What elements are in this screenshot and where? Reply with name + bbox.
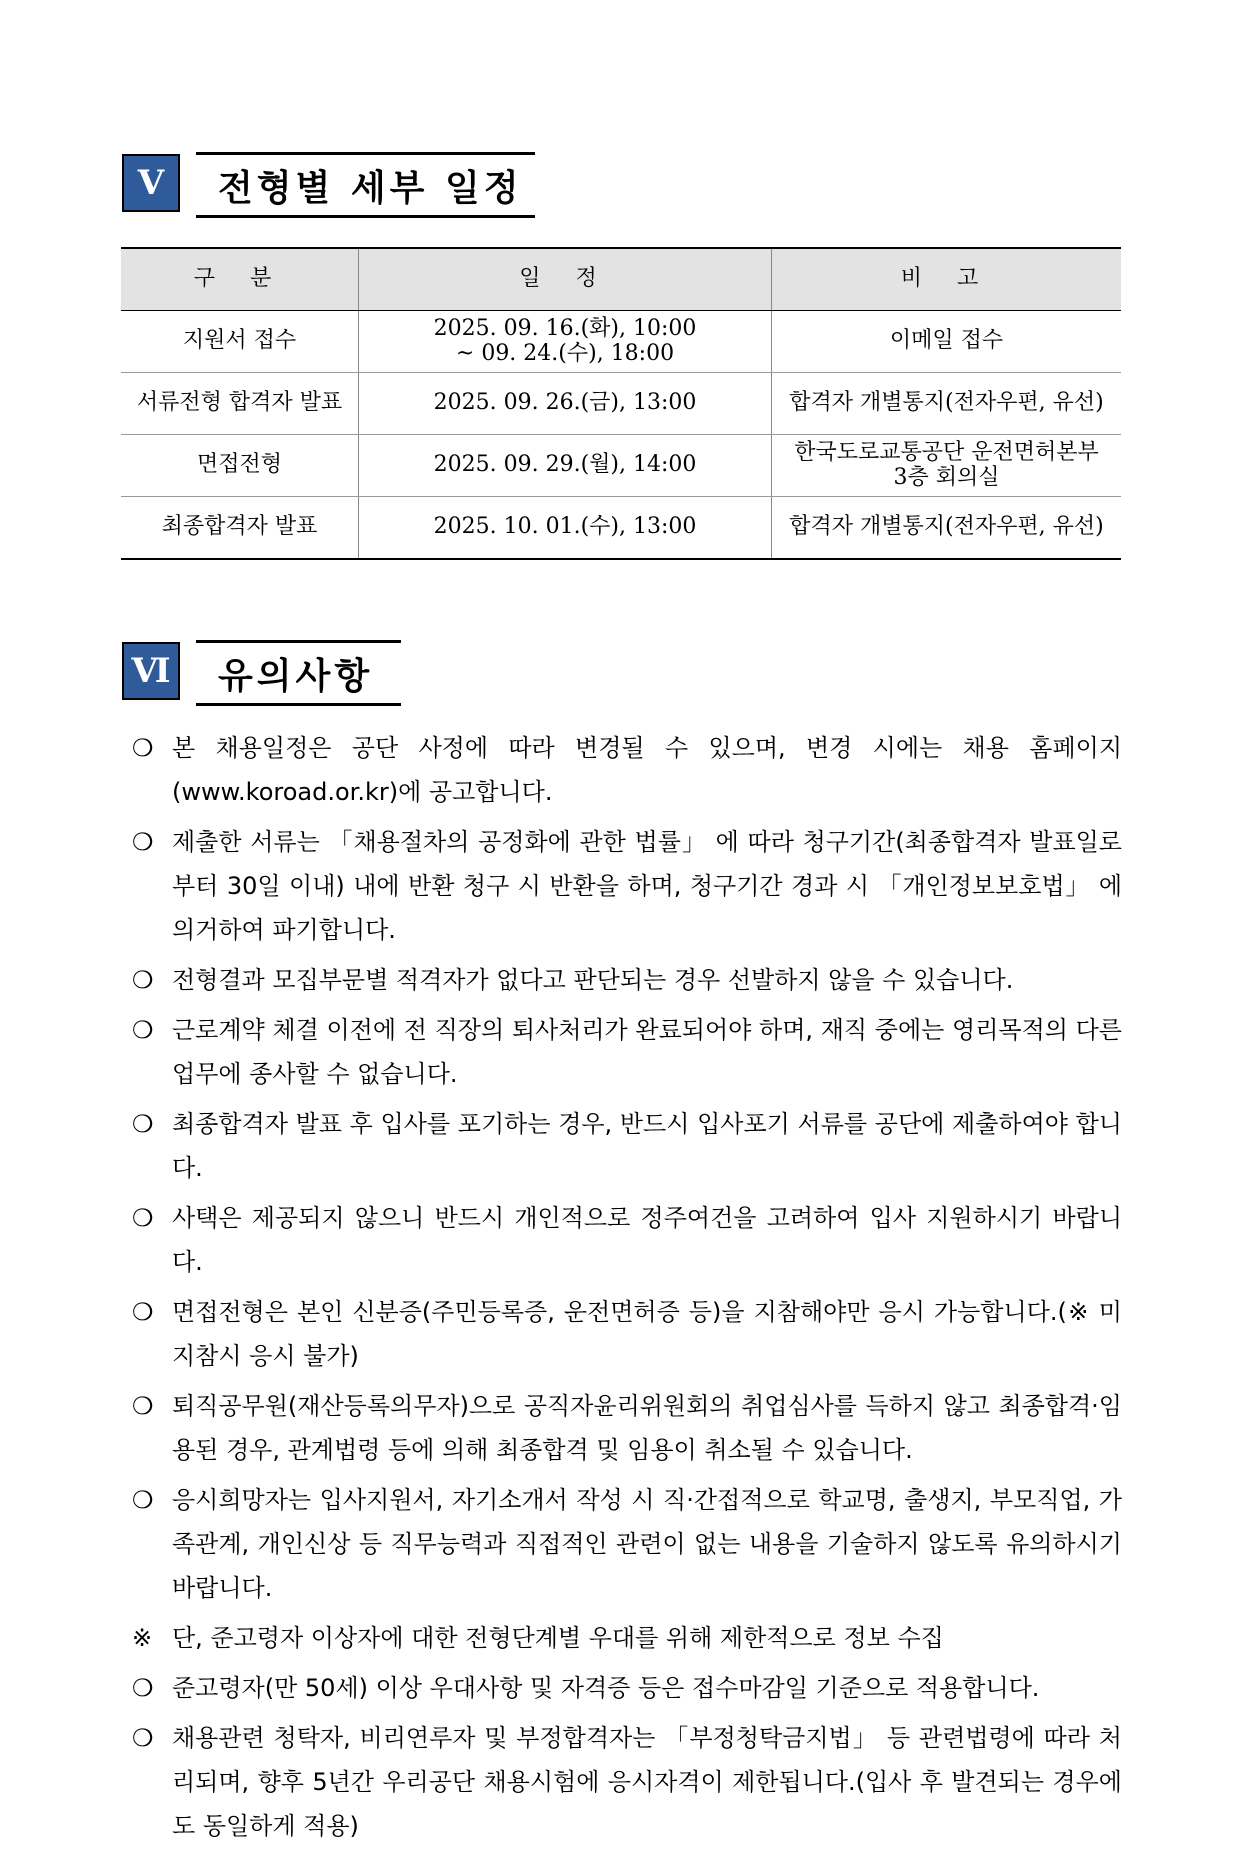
circle-bullet-icon: ❍ (132, 1674, 154, 1702)
note-text: 퇴직공무원(재산등록의무자)으로 공직자윤리위원회의 취업심사를 득하지 않고 최종합격·임용된 경우, 관계법령 등에 의해 최종합격 및 임용이 취소될 수 있습니다. (172, 1392, 1122, 1464)
cell-schedule-text: ~ 09. 24.(수), 18:00 (455, 340, 675, 366)
cell-category-text: 지원서 접수 (182, 328, 297, 354)
note-text: 단, 준고령자 이상자에 대한 전형단계별 우대를 위해 제한적으로 정보 수집 (172, 1624, 944, 1652)
cell-category-text: 서류전형 합격자 발표 (136, 390, 343, 416)
cell-schedule-text: 2025. 10. 01.(수), 13:00 (433, 514, 697, 540)
cell-remarks-text: 합격자 개별통지(전자우편, 유선) (789, 514, 1104, 540)
circle-bullet-icon: ❍ (132, 1486, 154, 1514)
note-text: 제출한 서류는 「채용절차의 공정화에 관한 법률」 에 따라 청구기간(최종합격자 발표일로부터 30일 이내) 내에 반환 청구 시 반환을 하며, 청구기간 경과 시 「개인정보보호법」 에 의거하여 파기합니다. (172, 828, 1122, 944)
cell-category (121, 435, 359, 497)
circle-bullet-icon: ❍ (132, 966, 154, 994)
cell-remarks-text: 한국도로교통공단 운전면허본부 (794, 440, 1099, 466)
list-item (132, 1384, 1122, 1472)
cell-remarks-text: 합격자 개별통지(전자우편, 유선) (789, 390, 1104, 416)
list-item (132, 1666, 1122, 1710)
list-item (132, 1716, 1122, 1848)
list-item (132, 1008, 1122, 1096)
cell-schedule (359, 311, 772, 373)
schedule-table (121, 247, 1121, 560)
list-item (132, 1616, 1122, 1660)
circle-bullet-icon: ❍ (132, 1016, 154, 1044)
cell-schedule-text: 2025. 09. 29.(월), 14:00 (433, 452, 697, 478)
circle-bullet-icon: ❍ (132, 1110, 154, 1138)
circle-bullet-icon: ❍ (132, 734, 154, 762)
list-item (132, 958, 1122, 1002)
cell-remarks-text: 3층 회의실 (893, 464, 1000, 490)
note-text: 채용관련 청탁자, 비리연루자 및 부정합격자는 「부정청탁금지법」 등 관련법령에 따라 처리되며, 향후 5년간 우리공단 채용시험에 응시자격이 제한됩니다.(입사 후 발견되는 경우에도 동일하게 적용) (172, 1724, 1122, 1840)
cell-category-text: 면접전형 (196, 452, 282, 478)
table-row (121, 435, 1121, 497)
note-text: 면접전형은 본인 신분증(주민등록증, 운전면허증 등)을 지참해야만 응시 가능합니다.(※ 미지참시 응시 불가) (172, 1298, 1122, 1370)
list-item (132, 1102, 1122, 1190)
table-row (121, 497, 1121, 560)
circle-bullet-icon: ❍ (132, 1724, 154, 1752)
cell-category (121, 373, 359, 435)
cell-remarks (772, 435, 1122, 497)
note-text: 응시희망자는 입사지원서, 자기소개서 작성 시 직·간접적으로 학교명, 출생지, 부모직업, 가족관계, 개인신상 등 직무능력과 직접적인 관련이 없는 내용을 기술하지 않도록 유의하시기 바랍니다. (172, 1486, 1122, 1602)
table-header-row (121, 248, 1121, 311)
cell-remarks (772, 373, 1122, 435)
section-title: 유의사항 (196, 640, 401, 706)
circle-bullet-icon: ❍ (132, 1298, 154, 1326)
section-title: 전형별 세부 일정 (196, 152, 535, 218)
cell-schedule-text: 2025. 09. 26.(금), 13:00 (433, 390, 697, 416)
circle-bullet-icon: ❍ (132, 1204, 154, 1232)
cell-category (121, 311, 359, 373)
cell-remarks (772, 311, 1122, 373)
circle-bullet-icon: ❍ (132, 1392, 154, 1420)
header-remarks: 비 고 (772, 248, 1122, 311)
note-text: 준고령자(만 50세) 이상 우대사항 및 자격증 등은 접수마감일 기준으로 적용합니다. (172, 1674, 1040, 1702)
cell-remarks-text: 이메일 접수 (889, 328, 1004, 354)
reference-mark-icon: ※ (132, 1624, 153, 1652)
cell-category-text: 최종합격자 발표 (161, 514, 318, 540)
list-item (132, 726, 1122, 814)
notes-list (132, 726, 1122, 1854)
table-row (121, 373, 1121, 435)
list-item (132, 1196, 1122, 1284)
list-item (132, 1478, 1122, 1610)
note-text: 근로계약 체결 이전에 전 직장의 퇴사처리가 완료되어야 하며, 재직 중에는 영리목적의 다른 업무에 종사할 수 없습니다. (172, 1016, 1122, 1088)
header-category: 구 분 (121, 248, 359, 311)
cell-schedule (359, 497, 772, 560)
list-item (132, 1290, 1122, 1378)
section-number-badge: Ⅴ (122, 154, 180, 212)
cell-remarks (772, 497, 1122, 560)
cell-schedule (359, 435, 772, 497)
cell-category (121, 497, 359, 560)
note-text: 본 채용일정은 공단 사정에 따라 변경될 수 있으며, 변경 시에는 채용 홈페이지(www.koroad.or.kr)에 공고합니다. (172, 734, 1122, 806)
note-text: 최종합격자 발표 후 입사를 포기하는 경우, 반드시 입사포기 서류를 공단에 제출하여야 합니다. (172, 1110, 1122, 1182)
section-number-badge: Ⅵ (122, 642, 180, 700)
list-item (132, 820, 1122, 952)
note-text: 사택은 제공되지 않으니 반드시 개인적으로 정주여건을 고려하여 입사 지원하시기 바랍니다. (172, 1204, 1122, 1276)
cell-schedule-text: 2025. 09. 16.(화), 10:00 (433, 316, 697, 342)
cell-schedule (359, 373, 772, 435)
circle-bullet-icon: ❍ (132, 828, 154, 856)
header-schedule: 일 정 (359, 248, 772, 311)
note-text: 전형결과 모집부문별 적격자가 없다고 판단되는 경우 선발하지 않을 수 있습니다. (172, 966, 1014, 994)
table-row (121, 311, 1121, 373)
